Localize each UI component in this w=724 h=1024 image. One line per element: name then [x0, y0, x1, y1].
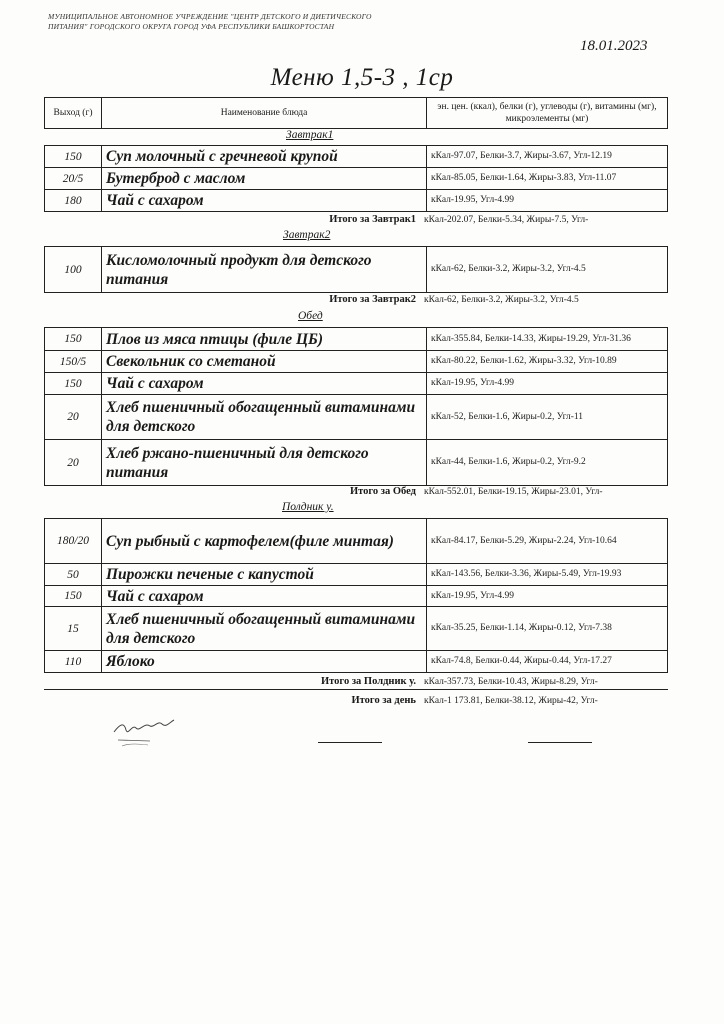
- section-total-values: кКал-202.07, Белки-5.34, Жиры-7.5, Угл-: [424, 215, 589, 225]
- row-output: 50: [45, 564, 102, 586]
- column-nutrition: эн. цен. (ккал), белки (г), углеводы (г), витамины (мг), микроэлементы (мг): [427, 98, 668, 129]
- organization-name: МУНИЦИПАЛЬНОЕ АВТОНОМНОЕ УЧРЕЖДЕНИЕ "ЦЕНТР ДЕТСКОГО И ДИЕТИЧЕСКОГО ПИТАНИЯ" ГОРОДСКОГО ОКРУГА ГОРОД УФА РЕСПУБЛИКИ БАШКОРТОСТАН: [48, 12, 372, 31]
- row-output: 150: [45, 586, 102, 607]
- row-nutrition: кКал-84.17, Белки-5.29, Жиры-2.24, Угл-10.64: [427, 519, 668, 564]
- signature: [110, 710, 180, 750]
- table-row: [45, 328, 668, 351]
- row-dish: Бутерброд с маслом: [102, 168, 427, 190]
- day-total-label: Итого за день: [351, 695, 416, 706]
- section-total-values: кКал-552.01, Белки-19.15, Жиры-23.01, Угл-: [424, 487, 603, 497]
- table-row: [45, 607, 668, 651]
- table-row: [45, 373, 668, 395]
- section-table: [44, 246, 668, 293]
- row-nutrition: кКал-80.22, Белки-1.62, Жиры-3.32, Угл-10.89: [427, 351, 668, 373]
- row-dish: Плов из мяса птицы (филе ЦБ): [102, 328, 427, 351]
- row-output: 100: [45, 247, 102, 293]
- section-table: [44, 145, 668, 212]
- row-nutrition: кКал-19.95, Угл-4.99: [427, 586, 668, 607]
- section-title: Полдник у.: [282, 501, 334, 513]
- document-date: 18.01.2023: [580, 38, 648, 54]
- row-output: 110: [45, 651, 102, 673]
- section-total-label: Итого за Завтрак2: [329, 294, 416, 305]
- table-row: [45, 190, 668, 212]
- section-table: [44, 518, 668, 673]
- table-row: [45, 564, 668, 586]
- row-dish: Яблоко: [102, 651, 427, 673]
- row-nutrition: кКал-35.25, Белки-1.14, Жиры-0.12, Угл-7.38: [427, 607, 668, 651]
- row-output: 150: [45, 373, 102, 395]
- row-nutrition: кКал-62, Белки-3.2, Жиры-3.2, Угл-4.5: [427, 247, 668, 293]
- divider: [44, 689, 668, 690]
- section-total-label: Итого за Полдник у.: [321, 676, 416, 687]
- section-total-values: кКал-357.73, Белки-10.43, Жиры-8.29, Угл-: [424, 677, 598, 687]
- table-row: [45, 351, 668, 373]
- column-header: [44, 97, 668, 129]
- row-output: 150: [45, 328, 102, 351]
- table-row: [45, 440, 668, 486]
- section-total-label: Итого за Обед: [349, 486, 416, 497]
- table-row: [45, 651, 668, 673]
- table-row: [45, 168, 668, 190]
- section-total-values: кКал-62, Белки-3.2, Жиры-3.2, Угл-4.5: [424, 295, 579, 305]
- section-title: Обед: [298, 310, 323, 322]
- table-row: [45, 247, 668, 293]
- section-total-label: Итого за Завтрак1: [329, 214, 416, 225]
- row-dish: Кисломолочный продукт для детского питания: [102, 247, 427, 293]
- row-nutrition: кКал-85.05, Белки-1.64, Жиры-3.83, Угл-11.07: [427, 168, 668, 190]
- row-output: 150/5: [45, 351, 102, 373]
- row-nutrition: кКал-44, Белки-1.6, Жиры-0.2, Угл-9.2: [427, 440, 668, 486]
- row-dish: Чай с сахаром: [102, 373, 427, 395]
- table-row: [45, 519, 668, 564]
- row-nutrition: кКал-97.07, Белки-3.7, Жиры-3.67, Угл-12.19: [427, 146, 668, 168]
- row-output: 20: [45, 440, 102, 486]
- row-nutrition: кКал-74.8, Белки-0.44, Жиры-0.44, Угл-17.27: [427, 651, 668, 673]
- row-output: 20: [45, 395, 102, 440]
- row-dish: Чай с сахаром: [102, 190, 427, 212]
- row-nutrition: кКал-19.95, Угл-4.99: [427, 190, 668, 212]
- row-nutrition: кКал-355.84, Белки-14.33, Жиры-19.29, Угл-31.36: [427, 328, 668, 351]
- page-title: Меню 1,5-3 , 1ср: [270, 64, 454, 91]
- row-output: 15: [45, 607, 102, 651]
- column-output: Выход (г): [45, 98, 102, 129]
- row-dish: Чай с сахаром: [102, 586, 427, 607]
- section-table: [44, 327, 668, 486]
- section-title: Завтрак1: [286, 129, 334, 141]
- row-output: 20/5: [45, 168, 102, 190]
- row-dish: Хлеб пшеничный обогащенный витаминами для детского: [102, 395, 427, 440]
- row-nutrition: кКал-19.95, Угл-4.99: [427, 373, 668, 395]
- section-title: Завтрак2: [283, 229, 331, 241]
- row-output: 180: [45, 190, 102, 212]
- row-output: 180/20: [45, 519, 102, 564]
- row-dish: Хлеб ржано-пшеничный для детского питания: [102, 440, 427, 486]
- row-nutrition: кКал-52, Белки-1.6, Жиры-0.2, Угл-11: [427, 395, 668, 440]
- signature-line: [528, 742, 592, 743]
- table-row: [45, 586, 668, 607]
- row-dish: Пирожки печеные с капустой: [102, 564, 427, 586]
- row-nutrition: кКал-143.56, Белки-3.36, Жиры-5.49, Угл-19.93: [427, 564, 668, 586]
- row-dish: Хлеб пшеничный обогащенный витаминами для детского: [102, 607, 427, 651]
- column-dish-name: Наименование блюда: [102, 98, 427, 129]
- row-output: 150: [45, 146, 102, 168]
- row-dish: Свекольник со сметаной: [102, 351, 427, 373]
- signature-line: [318, 742, 382, 743]
- table-row: [45, 395, 668, 440]
- table-row: [45, 146, 668, 168]
- day-total-values: кКал-1 173.81, Белки-38.12, Жиры-42, Угл-: [424, 696, 598, 706]
- row-dish: Суп молочный с гречневой крупой: [102, 146, 427, 168]
- row-dish: Суп рыбный с картофелем(филе минтая): [102, 519, 427, 564]
